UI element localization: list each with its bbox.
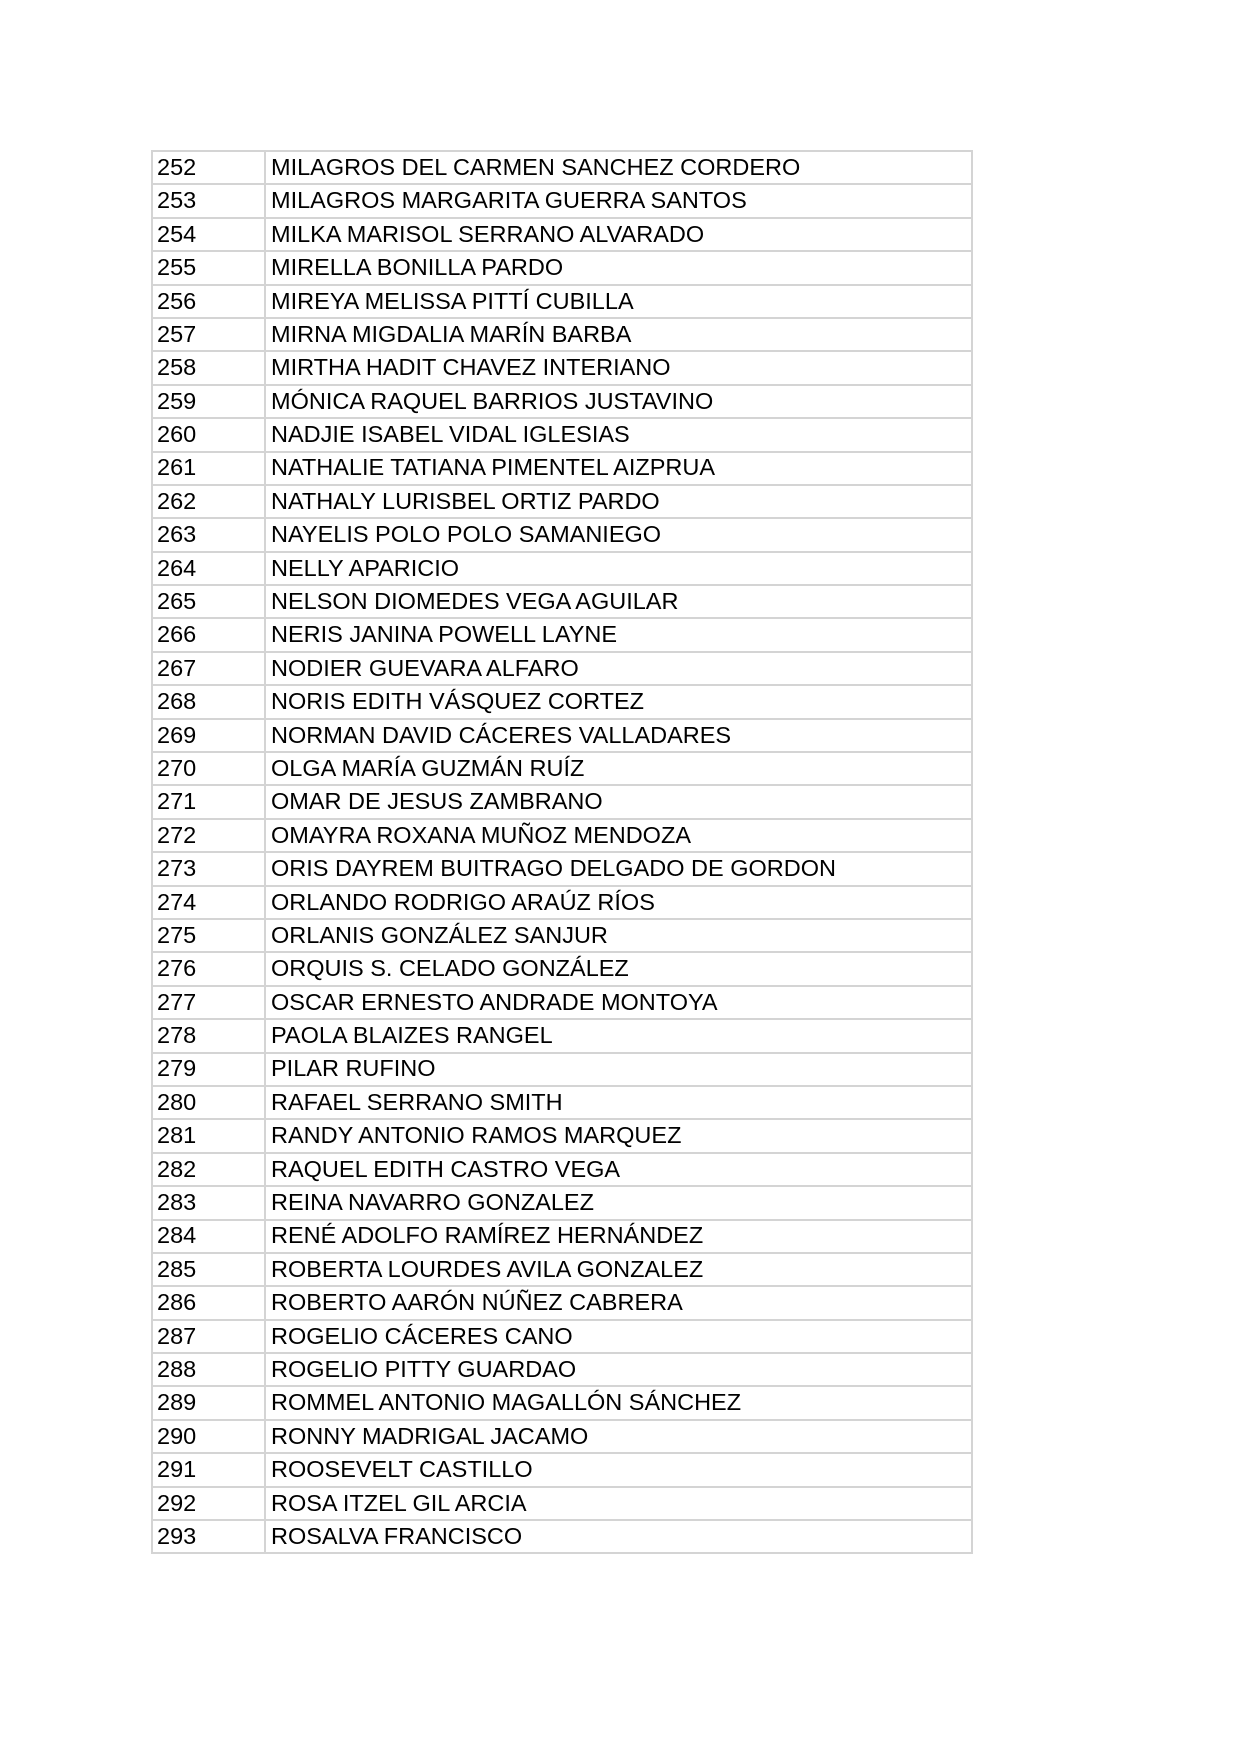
row-number-cell: 272 (152, 819, 265, 852)
row-number-cell: 265 (152, 585, 265, 618)
person-name-cell: NODIER GUEVARA ALFARO (265, 652, 972, 685)
table-row (152, 285, 972, 318)
row-number-cell: 267 (152, 652, 265, 685)
person-name-cell: OSCAR ERNESTO ANDRADE MONTOYA (265, 986, 972, 1019)
table-row (152, 852, 972, 885)
person-name-cell: ROBERTA LOURDES AVILA GONZALEZ (265, 1253, 972, 1286)
person-name-cell: ORQUIS S. CELADO GONZÁLEZ (265, 952, 972, 985)
table-row (152, 518, 972, 551)
person-name-cell: OMAYRA ROXANA MUÑOZ MENDOZA (265, 819, 972, 852)
table-row (152, 1320, 972, 1353)
row-number-cell: 256 (152, 285, 265, 318)
table-row (152, 1487, 972, 1520)
table-row (152, 184, 972, 217)
person-name-cell: NORIS EDITH VÁSQUEZ CORTEZ (265, 685, 972, 718)
person-name-cell: ORLANIS GONZÁLEZ SANJUR (265, 919, 972, 952)
person-name-cell: MILKA MARISOL SERRANO ALVARADO (265, 218, 972, 251)
row-number-cell: 280 (152, 1086, 265, 1119)
table-row (152, 785, 972, 818)
row-number-cell: 269 (152, 719, 265, 752)
person-name-cell: NERIS JANINA POWELL LAYNE (265, 618, 972, 651)
row-number-cell: 257 (152, 318, 265, 351)
table-row (152, 318, 972, 351)
table-row (152, 1386, 972, 1419)
table-row (152, 351, 972, 384)
person-name-cell: NELLY APARICIO (265, 552, 972, 585)
table-row (152, 1420, 972, 1453)
person-name-cell: NORMAN DAVID CÁCERES VALLADARES (265, 719, 972, 752)
table-row (152, 1153, 972, 1186)
row-number-cell: 253 (152, 184, 265, 217)
table-row (152, 1086, 972, 1119)
row-number-cell: 289 (152, 1386, 265, 1419)
table-row (152, 251, 972, 284)
table-row (152, 452, 972, 485)
row-number-cell: 279 (152, 1053, 265, 1086)
person-name-cell: NATHALIE TATIANA PIMENTEL AIZPRUA (265, 452, 972, 485)
row-number-cell: 287 (152, 1320, 265, 1353)
person-name-cell: PILAR RUFINO (265, 1053, 972, 1086)
table-row (152, 1520, 972, 1553)
person-name-cell: NADJIE ISABEL VIDAL IGLESIAS (265, 418, 972, 451)
person-name-cell: OMAR DE JESUS ZAMBRANO (265, 785, 972, 818)
table-row (152, 1353, 972, 1386)
row-number-cell: 271 (152, 785, 265, 818)
person-name-cell: RAFAEL SERRANO SMITH (265, 1086, 972, 1119)
row-number-cell: 263 (152, 518, 265, 551)
row-number-cell: 293 (152, 1520, 265, 1553)
row-number-cell: 255 (152, 251, 265, 284)
row-number-cell: 273 (152, 852, 265, 885)
table-row (152, 952, 972, 985)
row-number-cell: 259 (152, 385, 265, 418)
row-number-cell: 274 (152, 886, 265, 919)
row-number-cell: 268 (152, 685, 265, 718)
table-row (152, 752, 972, 785)
row-number-cell: 283 (152, 1186, 265, 1219)
person-name-cell: ORIS DAYREM BUITRAGO DELGADO DE GORDON (265, 852, 972, 885)
person-name-cell: MILAGROS DEL CARMEN SANCHEZ CORDERO (265, 151, 972, 184)
table-row (152, 1053, 972, 1086)
person-name-cell: ROSA ITZEL GIL ARCIA (265, 1487, 972, 1520)
person-name-cell: NATHALY LURISBEL ORTIZ PARDO (265, 485, 972, 518)
table-row (152, 1253, 972, 1286)
row-number-cell: 266 (152, 618, 265, 651)
table-row (152, 151, 972, 184)
table-row (152, 1220, 972, 1253)
person-name-cell: NAYELIS POLO POLO SAMANIEGO (265, 518, 972, 551)
person-name-cell: MIRELLA BONILLA PARDO (265, 251, 972, 284)
table-row (152, 485, 972, 518)
row-number-cell: 275 (152, 919, 265, 952)
table-row (152, 1019, 972, 1052)
table-row (152, 919, 972, 952)
row-number-cell: 291 (152, 1453, 265, 1486)
row-number-cell: 277 (152, 986, 265, 1019)
row-number-cell: 278 (152, 1019, 265, 1052)
table-row (152, 552, 972, 585)
row-number-cell: 254 (152, 218, 265, 251)
name-roster-table (151, 150, 973, 1554)
table-row (152, 986, 972, 1019)
table-row (152, 719, 972, 752)
person-name-cell: RAQUEL EDITH CASTRO VEGA (265, 1153, 972, 1186)
person-name-cell: MILAGROS MARGARITA GUERRA SANTOS (265, 184, 972, 217)
table-row (152, 819, 972, 852)
row-number-cell: 285 (152, 1253, 265, 1286)
table-row (152, 1119, 972, 1152)
row-number-cell: 258 (152, 351, 265, 384)
person-name-cell: RENÉ ADOLFO RAMÍREZ HERNÁNDEZ (265, 1220, 972, 1253)
person-name-cell: REINA NAVARRO GONZALEZ (265, 1186, 972, 1219)
row-number-cell: 262 (152, 485, 265, 518)
person-name-cell: PAOLA BLAIZES RANGEL (265, 1019, 972, 1052)
person-name-cell: MIRTHA HADIT CHAVEZ INTERIANO (265, 351, 972, 384)
table-row (152, 418, 972, 451)
table-row (152, 385, 972, 418)
table-row (152, 685, 972, 718)
table-row (152, 886, 972, 919)
table-row (152, 585, 972, 618)
table-row (152, 618, 972, 651)
row-number-cell: 290 (152, 1420, 265, 1453)
row-number-cell: 252 (152, 151, 265, 184)
person-name-cell: MÓNICA RAQUEL BARRIOS JUSTAVINO (265, 385, 972, 418)
row-number-cell: 284 (152, 1220, 265, 1253)
person-name-cell: ORLANDO RODRIGO ARAÚZ RÍOS (265, 886, 972, 919)
person-name-cell: MIRNA MIGDALIA MARÍN BARBA (265, 318, 972, 351)
table-row (152, 1453, 972, 1486)
row-number-cell: 260 (152, 418, 265, 451)
person-name-cell: ROMMEL ANTONIO MAGALLÓN SÁNCHEZ (265, 1386, 972, 1419)
person-name-cell: NELSON DIOMEDES VEGA AGUILAR (265, 585, 972, 618)
person-name-cell: MIREYA MELISSA PITTÍ CUBILLA (265, 285, 972, 318)
row-number-cell: 281 (152, 1119, 265, 1152)
person-name-cell: ROGELIO PITTY GUARDAO (265, 1353, 972, 1386)
table-row (152, 1286, 972, 1319)
table-row (152, 652, 972, 685)
row-number-cell: 286 (152, 1286, 265, 1319)
row-number-cell: 282 (152, 1153, 265, 1186)
row-number-cell: 292 (152, 1487, 265, 1520)
table-row (152, 1186, 972, 1219)
table-row (152, 218, 972, 251)
person-name-cell: OLGA MARÍA GUZMÁN RUÍZ (265, 752, 972, 785)
row-number-cell: 270 (152, 752, 265, 785)
person-name-cell: RANDY ANTONIO RAMOS MARQUEZ (265, 1119, 972, 1152)
person-name-cell: RONNY MADRIGAL JACAMO (265, 1420, 972, 1453)
person-name-cell: ROBERTO AARÓN NÚÑEZ CABRERA (265, 1286, 972, 1319)
row-number-cell: 261 (152, 452, 265, 485)
roster-table-body (152, 151, 972, 1553)
person-name-cell: ROSALVA FRANCISCO (265, 1520, 972, 1553)
row-number-cell: 288 (152, 1353, 265, 1386)
person-name-cell: ROGELIO CÁCERES CANO (265, 1320, 972, 1353)
person-name-cell: ROOSEVELT CASTILLO (265, 1453, 972, 1486)
row-number-cell: 264 (152, 552, 265, 585)
row-number-cell: 276 (152, 952, 265, 985)
